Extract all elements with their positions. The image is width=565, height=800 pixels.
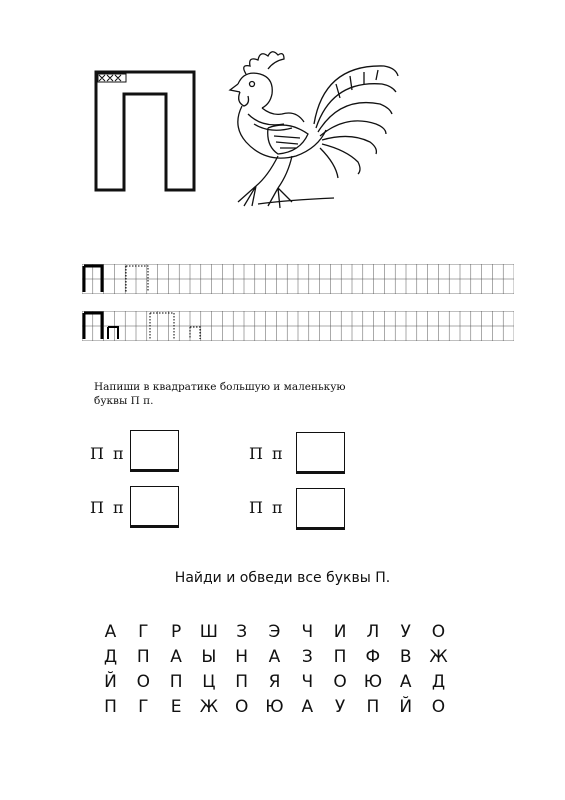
box-task-line-1: Напиши в квадратике большую и маленькую <box>94 381 346 393</box>
letter-cell[interactable]: П <box>169 672 184 692</box>
letter-cell[interactable]: З <box>301 647 314 667</box>
big-letter-p-outline <box>94 70 196 192</box>
box-task-instruction <box>94 380 354 408</box>
letter-cell[interactable]: Д <box>431 672 447 692</box>
letter-cell[interactable]: З <box>236 622 249 642</box>
answer-box-3[interactable] <box>130 486 179 528</box>
find-task-instruction: Найди и обведи все буквы П. <box>174 570 391 586</box>
box-task-line-2: буквы П п. <box>94 395 154 407</box>
answer-box-4[interactable] <box>296 488 345 530</box>
letter-cell[interactable]: Е <box>170 697 183 717</box>
letter-cell[interactable]: А <box>268 647 282 667</box>
letter-cell[interactable]: П <box>366 697 381 717</box>
pair-label-1: П п <box>90 444 126 463</box>
letter-cell[interactable]: Ж <box>429 647 449 667</box>
letter-cell[interactable]: Э <box>268 622 282 642</box>
letter-cell[interactable]: Д <box>103 647 119 667</box>
letter-cell[interactable]: И <box>333 622 348 642</box>
letter-cell[interactable]: Ю <box>363 672 384 692</box>
letter-cell[interactable]: Г <box>138 622 150 642</box>
letter-cell[interactable]: О <box>136 672 151 692</box>
letter-cell[interactable]: О <box>234 697 250 717</box>
letter-cell[interactable]: П <box>104 697 118 717</box>
letter-row <box>100 697 450 722</box>
letter-cell[interactable]: Л <box>366 622 381 642</box>
letter-cell[interactable]: Н <box>235 647 250 667</box>
letter-cell[interactable]: А <box>399 672 413 692</box>
letter-cell[interactable]: Й <box>399 697 414 717</box>
pair-label-2: П п <box>249 444 285 463</box>
letter-cell[interactable]: П <box>235 672 250 692</box>
letter-cell[interactable]: У <box>334 697 347 717</box>
letter-cell[interactable]: Ц <box>202 672 217 692</box>
letter-cell[interactable]: О <box>431 697 447 717</box>
answer-box-2[interactable] <box>296 432 345 474</box>
letter-cell[interactable]: Ю <box>265 697 285 717</box>
letter-cell[interactable]: Ж <box>199 697 220 717</box>
writing-grid-row-2 <box>82 311 514 341</box>
letter-cell[interactable]: О <box>333 672 348 692</box>
letter-cell[interactable]: Ф <box>365 647 382 667</box>
letter-cell[interactable]: Г <box>138 697 150 717</box>
letter-cell[interactable]: П <box>136 647 151 667</box>
letter-cell[interactable]: Ы <box>201 647 218 667</box>
letter-row <box>100 622 450 647</box>
letter-cell[interactable]: Й <box>104 672 118 692</box>
letter-cell[interactable]: Я <box>268 672 282 692</box>
pair-label-4: П п <box>249 498 285 517</box>
letter-cell[interactable]: А <box>170 647 183 667</box>
letter-cell[interactable]: Ч <box>301 672 315 692</box>
letter-cell[interactable]: А <box>104 622 118 642</box>
letter-cell[interactable]: В <box>399 647 413 667</box>
letter-cell[interactable]: У <box>400 622 412 642</box>
letter-cell[interactable]: Р <box>170 622 183 642</box>
letter-cell[interactable]: О <box>431 622 447 642</box>
answer-box-1[interactable] <box>130 430 179 472</box>
letter-row <box>100 672 450 697</box>
pair-label-3: П п <box>90 498 126 517</box>
letter-cell[interactable]: П <box>333 647 348 667</box>
letter-cell[interactable]: Ш <box>199 622 219 642</box>
letter-cell[interactable]: А <box>301 697 315 717</box>
letter-row <box>100 647 450 672</box>
rooster-illustration <box>218 44 403 220</box>
letter-search-grid <box>100 622 450 722</box>
letter-cell[interactable]: Ч <box>301 622 315 642</box>
writing-grid-row-1 <box>82 264 514 294</box>
